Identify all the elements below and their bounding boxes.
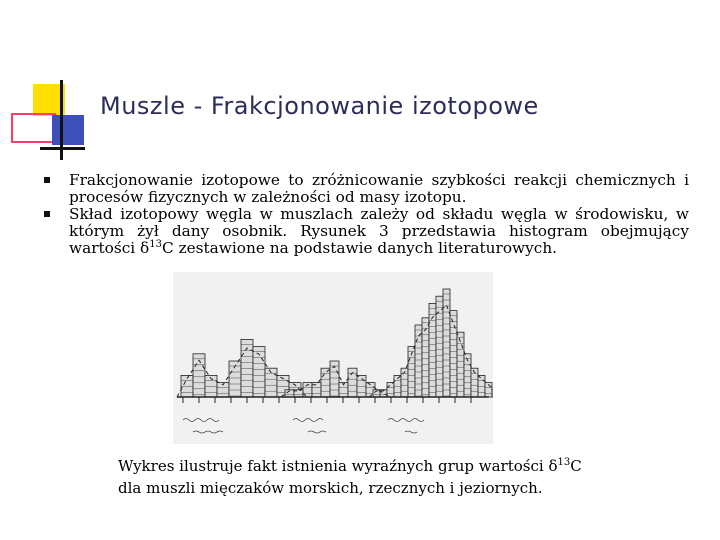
decor-horizontal-line: [40, 147, 85, 150]
bullet-list: [44, 172, 689, 257]
caption-superscript: 13: [557, 457, 571, 468]
bullet-text: Frakcjonowanie izotopowe to zróżnicowanie szybkości reakcji chemicznych i procesów fizycznych w zależności od masy izotopu.: [69, 171, 689, 206]
bullet-superscript: 13: [149, 238, 162, 250]
bullet-text-part: C zestawione na podstawie danych literaturowych.: [162, 239, 558, 257]
caption-line: [118, 455, 582, 477]
histogram-bar: [387, 383, 394, 397]
histogram-figure: [173, 272, 493, 444]
histogram-bar: [321, 368, 330, 397]
decor-red-frame: [11, 113, 56, 143]
histogram-bar: [443, 289, 450, 397]
histogram-bar: [450, 311, 457, 397]
histogram-bar: [415, 325, 422, 397]
histogram-bar: [457, 332, 464, 397]
caption-text: Wykres ilustruje fakt istnienia wyraźnych grup wartości δ: [118, 457, 558, 475]
bullet-marker-icon: [44, 211, 50, 217]
bullet-item: [44, 206, 689, 257]
bullet-item: [44, 172, 689, 206]
slide-title: Muszle - Frakcjonowanie izotopowe: [100, 92, 539, 120]
decor-blue-square: [52, 115, 84, 145]
histogram-bar: [436, 296, 443, 397]
bullet-text-part: Skład izotopowy węgla w muszlach zależy od składu węgla w środowisku, w którym żył dany osobnik. Rysunek 3 przedstawia histogram obejmujący wartości δ: [69, 205, 689, 257]
bullet-marker-icon: [44, 177, 50, 183]
caption-text: C: [570, 457, 582, 475]
figure-caption: [118, 455, 582, 499]
caption-line: dla muszli mięczaków morskich, rzecznych i jeziornych.: [118, 479, 543, 497]
histogram-bar: [492, 390, 493, 397]
